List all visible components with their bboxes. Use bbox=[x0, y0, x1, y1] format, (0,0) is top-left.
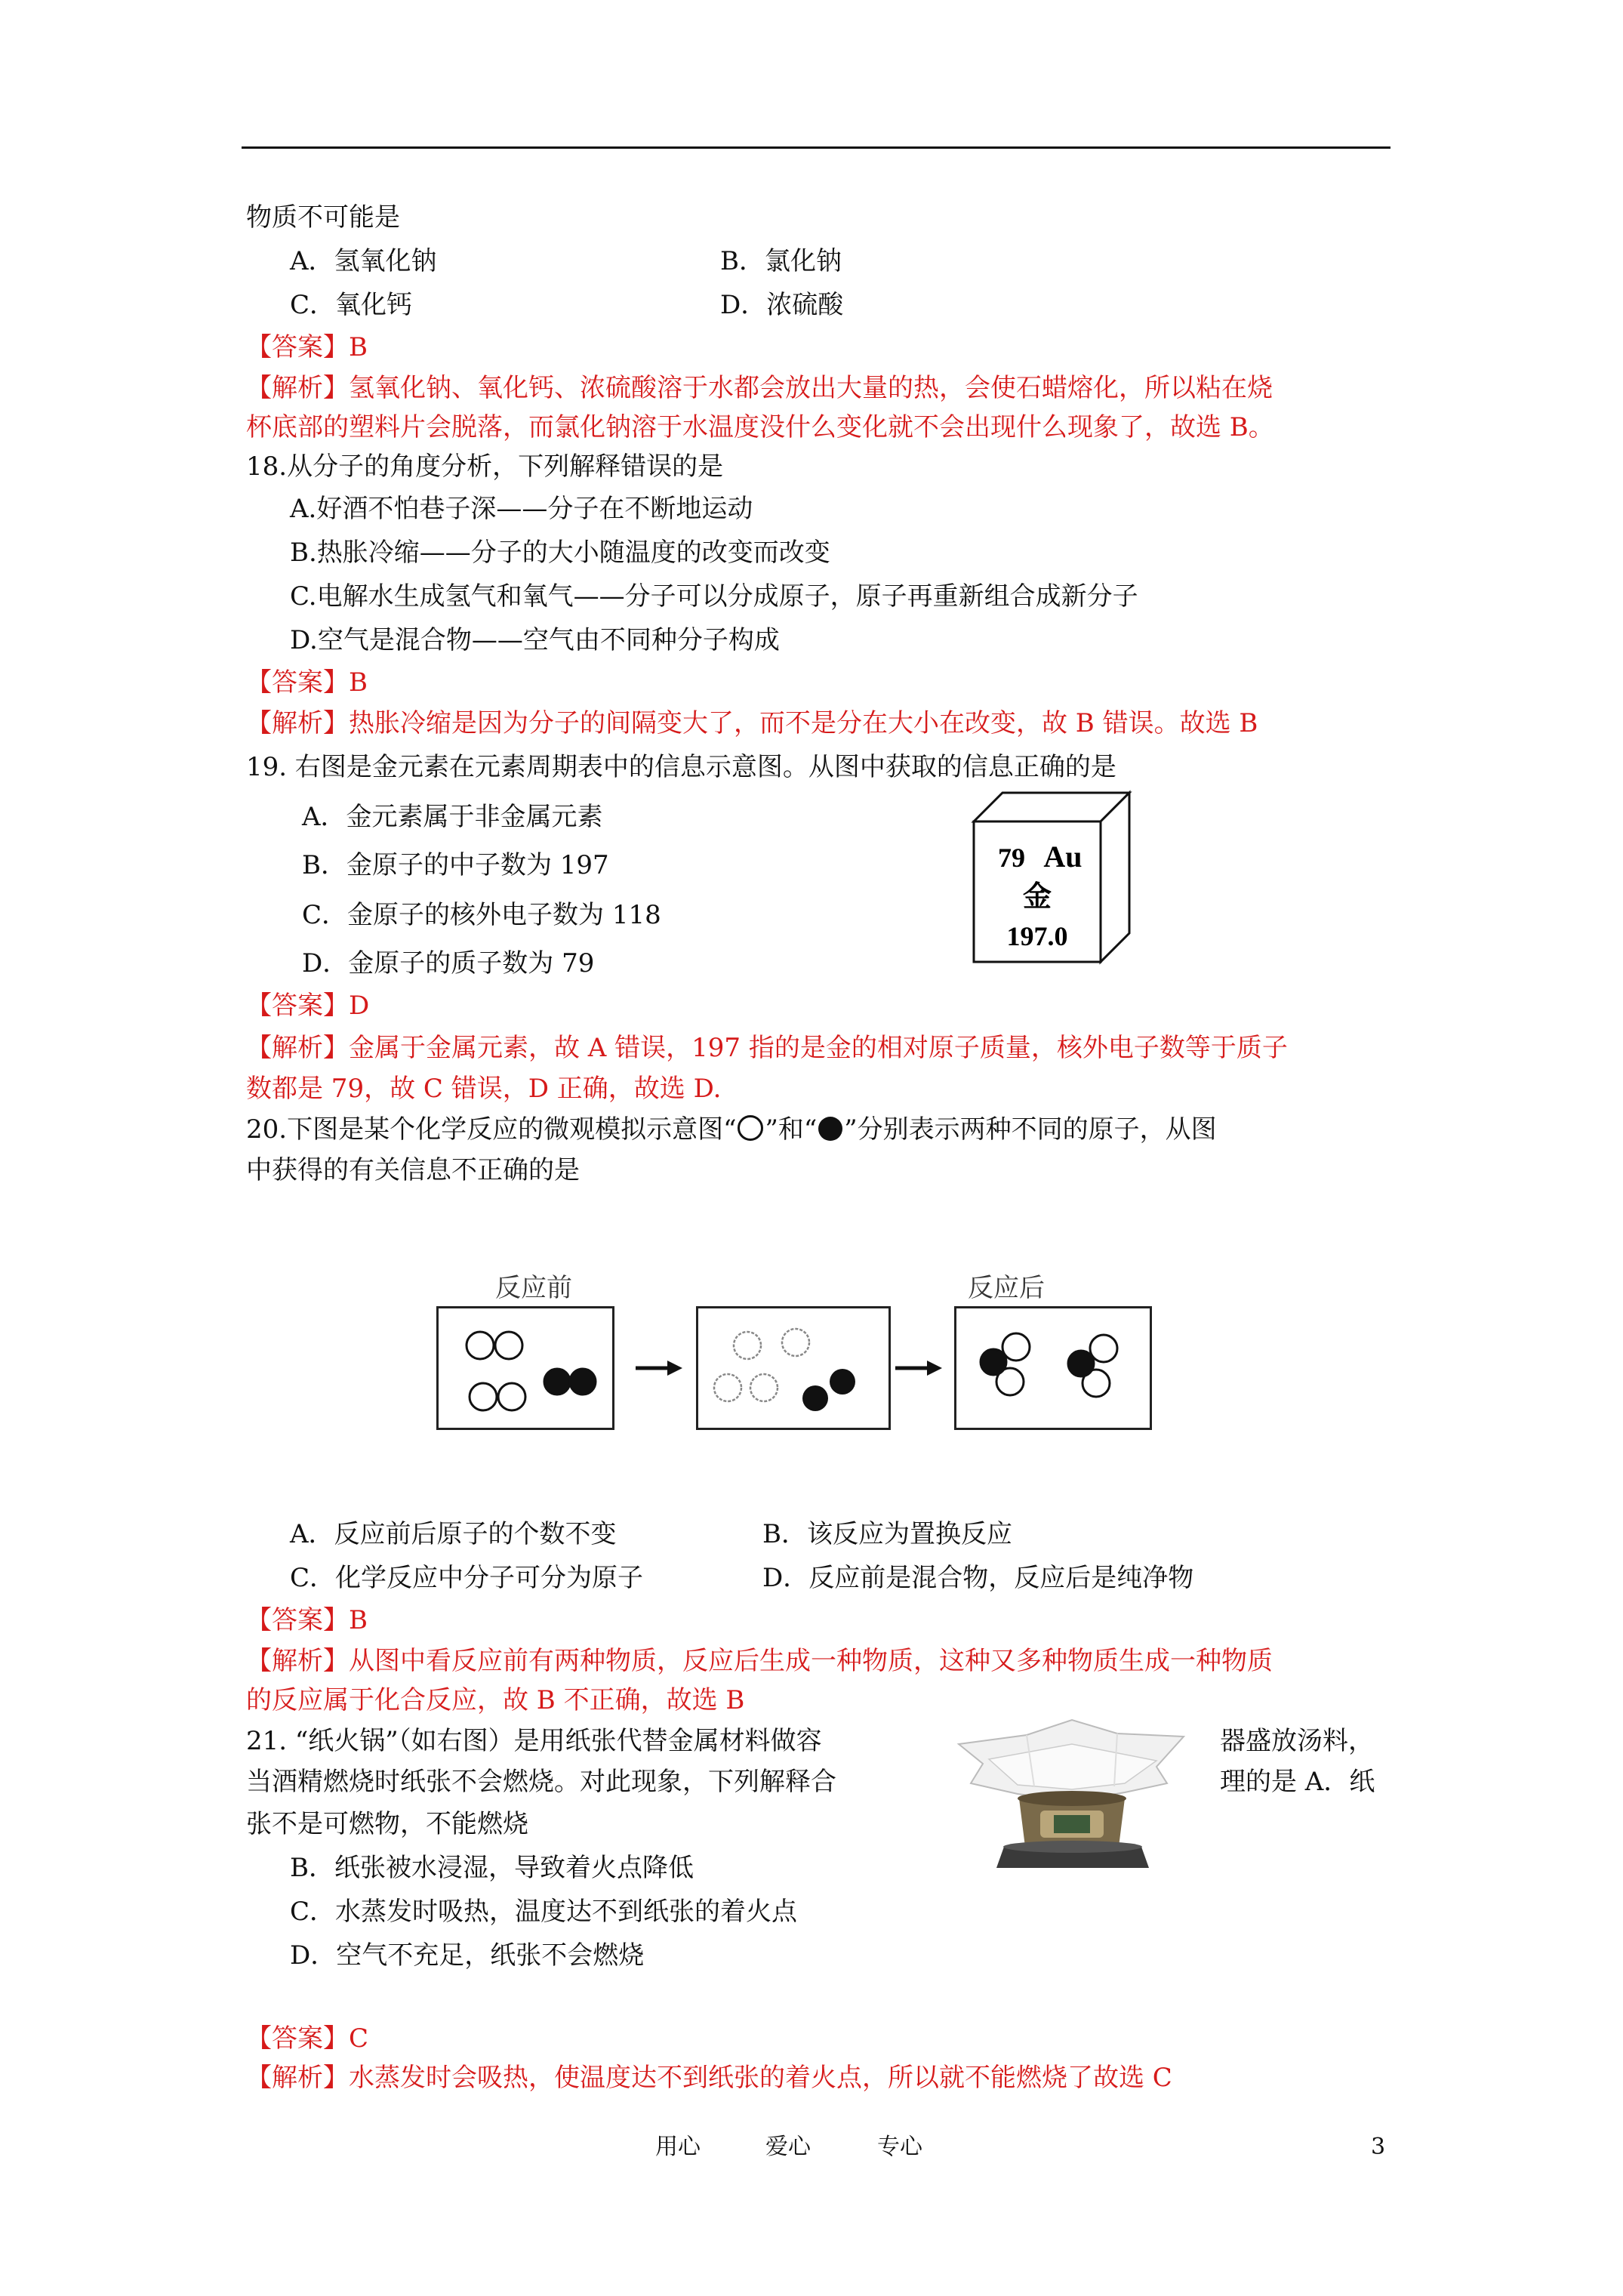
q20-stem-part2: ”和“ bbox=[765, 1114, 818, 1145]
q19-analysis-line1: 【解析】金属于金属元素，故 A 错误，197 指的是金的相对原子质量，核外电子数等于质子 bbox=[246, 1033, 1288, 1063]
arrow-right-icon bbox=[636, 1361, 682, 1376]
q18-option-d: D.空气是混合物——空气由不同种分子构成 bbox=[290, 625, 780, 655]
q20-answer: 【答案】B bbox=[246, 1605, 368, 1635]
q21-option-b: B．纸张被水浸湿，导致着火点降低 bbox=[290, 1853, 694, 1883]
before-molecules bbox=[467, 1332, 596, 1410]
q17-answer: 【答案】B bbox=[246, 332, 368, 362]
q21-option-d: D．空气不充足，纸张不会燃烧 bbox=[290, 1940, 645, 1971]
q17-analysis-line1: 【解析】氢氧化钠、氧化钙、浓硫酸溶于水都会放出大量的热，会使石蜡熔化，所以粘在烧 bbox=[246, 373, 1273, 403]
white-atom bbox=[782, 1329, 809, 1356]
q20-option-a: A．反应前后原子的个数不变 bbox=[290, 1519, 617, 1549]
q20-stem-part3: ”分别表示两种不同的原子，从图 bbox=[844, 1114, 1217, 1145]
q20-analysis-line1: 【解析】从图中看反应前有两种物质，反应后生成一种物质，这种又多种物质生成一种物质 bbox=[246, 1646, 1273, 1676]
q19-option-a: A．金元素属于非金属元素 bbox=[302, 802, 603, 832]
black-atom bbox=[981, 1349, 1006, 1375]
footer-motto-3: 专心 bbox=[877, 2134, 922, 2160]
black-atom bbox=[802, 1385, 828, 1411]
intermediate-black-atoms bbox=[802, 1369, 855, 1411]
q21-option-c: C．水蒸发时吸热，温度达不到纸张的着火点 bbox=[290, 1897, 798, 1927]
element-number: 79 bbox=[998, 843, 1025, 873]
q18-analysis: 【解析】热胀冷缩是因为分子的间隔变大了，而不是分在大小在改变，故 B 错误。故选 B bbox=[246, 708, 1258, 738]
element-symbol: Au bbox=[1043, 840, 1083, 874]
white-atom bbox=[1002, 1333, 1030, 1361]
q20-analysis-line2: 的反应属于化合反应，故 B 不正确，故选 B bbox=[246, 1685, 745, 1715]
q19-answer: 【答案】D bbox=[246, 991, 370, 1021]
q18-option-b: B.热胀冷缩——分子的大小随温度的改变而改变 bbox=[290, 538, 830, 568]
q20-option-c: C．化学反应中分子可分为原子 bbox=[290, 1563, 644, 1593]
q20-stem-line2: 中获得的有关信息不正确的是 bbox=[246, 1155, 580, 1185]
q21-line1-left: 21. “纸火锅”（如右图）是用纸张代替金属材料做容 bbox=[246, 1726, 822, 1756]
footer-motto-2: 爱心 bbox=[765, 2134, 811, 2160]
white-atom bbox=[734, 1332, 761, 1359]
q19-analysis-line2: 数都是 79，故 C 错误，D 正确，故选 D. bbox=[246, 1074, 722, 1104]
q18-answer: 【答案】B bbox=[246, 667, 368, 698]
element-mass: 197.0 bbox=[1006, 921, 1068, 951]
after-reaction-label: 反应后 bbox=[968, 1273, 1045, 1303]
q21-analysis: 【解析】水蒸发时会吸热，使温度达不到纸张的着火点，所以就不能燃烧了故选 C bbox=[246, 2063, 1172, 2093]
footer-motto-1: 用心 bbox=[655, 2134, 701, 2160]
q17-option-d: D．浓硫酸 bbox=[720, 290, 844, 320]
white-atom bbox=[467, 1332, 494, 1359]
q17-option-c: C．氧化钙 bbox=[290, 290, 413, 320]
white-atom bbox=[1090, 1335, 1117, 1362]
page-number: 3 bbox=[1371, 2134, 1386, 2160]
element-name: 金 bbox=[1022, 879, 1052, 913]
q19-option-d: D．金原子的质子数为 79 bbox=[302, 948, 595, 978]
white-atom bbox=[470, 1383, 497, 1410]
q21-line1-right: 器盛放汤料， bbox=[1220, 1726, 1374, 1756]
black-atom bbox=[544, 1369, 570, 1395]
q18-stem: 18.从分子的角度分析，下列解释错误的是 bbox=[246, 451, 724, 482]
white-atom bbox=[495, 1332, 522, 1359]
black-atom bbox=[570, 1369, 596, 1395]
q18-option-a: A.好酒不怕巷子深——分子在不断地运动 bbox=[290, 494, 753, 524]
q17-analysis-line2: 杯底部的塑料片会脱落，而氯化钠溶于水温度没什么变化就不会出现什么现象了，故选 B。 bbox=[246, 412, 1274, 442]
q20-option-d: D．反应前是混合物，反应后是纯净物 bbox=[762, 1563, 1194, 1593]
white-atom bbox=[714, 1374, 741, 1401]
paper-hotpot-image bbox=[944, 1714, 1193, 1880]
q21-answer: 【答案】C bbox=[246, 2023, 369, 2054]
q17-stem-tail: 物质不可能是 bbox=[246, 202, 400, 233]
black-atom bbox=[1068, 1351, 1094, 1376]
q17-option-b: B．氯化钠 bbox=[720, 246, 842, 276]
q19-stem: 19. 右图是金元素在元素周期表中的信息示意图。从图中获取的信息正确的是 bbox=[246, 752, 1116, 782]
q18-option-c: C.电解水生成氢气和氧气——分子可以分成原子，原子再重新组合成新分子 bbox=[290, 581, 1138, 612]
q19-option-c: C．金原子的核外电子数为 118 bbox=[302, 900, 661, 930]
q21-line2-right: 理的是 A．纸 bbox=[1220, 1767, 1375, 1797]
white-atom bbox=[750, 1374, 778, 1401]
white-atom bbox=[498, 1383, 525, 1410]
q20-stem-part1: 20.下图是某个化学反应的微观模拟示意图“ bbox=[246, 1114, 737, 1145]
q20-option-b: B．该反应为置换反应 bbox=[762, 1519, 1012, 1549]
after-molecules bbox=[981, 1333, 1117, 1397]
intermediate-atoms bbox=[714, 1329, 809, 1401]
q21-line3: 张不是可燃物，不能燃烧 bbox=[246, 1809, 528, 1839]
black-atom bbox=[830, 1369, 855, 1395]
q19-option-b: B．金原子的中子数为 197 bbox=[302, 850, 609, 880]
q21-line2-left: 当酒精燃烧时纸张不会燃烧。对此现象，下列解释合 bbox=[246, 1767, 836, 1797]
before-reaction-label: 反应前 bbox=[495, 1273, 572, 1303]
arrow-right-icon bbox=[895, 1361, 942, 1376]
q17-option-a: A．氢氧化钠 bbox=[290, 246, 437, 276]
